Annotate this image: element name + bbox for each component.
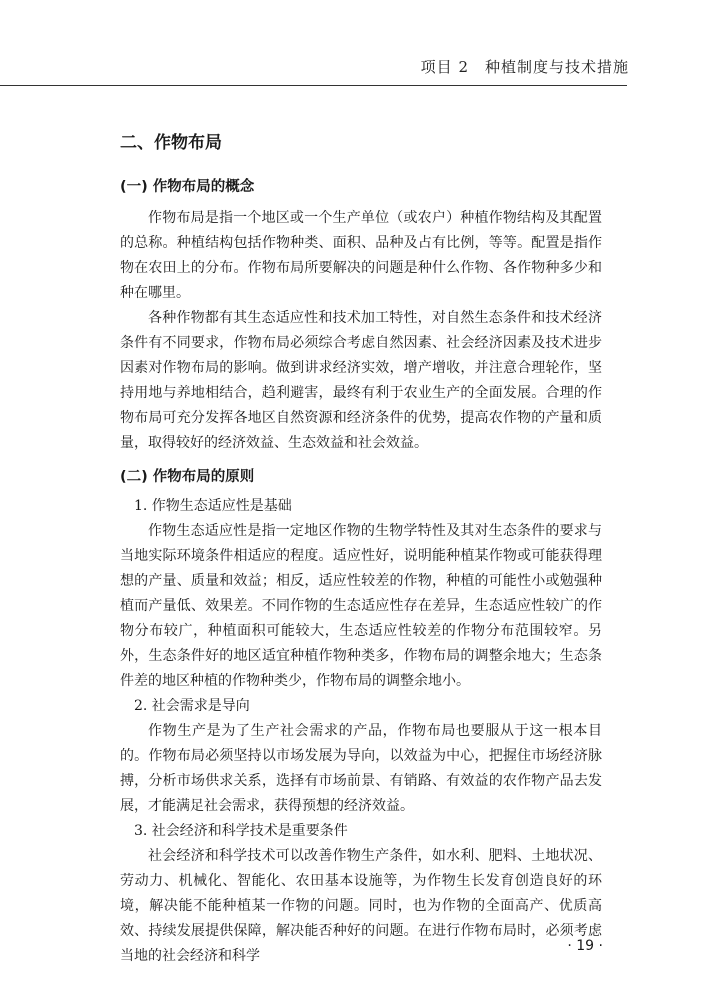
subsection-title-principles: (二) 作物布局的原则 xyxy=(120,469,255,485)
paragraph: 各种作物都有其生态适应性和技术加工特性，对自然生态条件和技术经济条件有不同要求，作物布局必须综合考虑自然因素、社会经济因素及技术进步因素对作物布局的影响。做到讲求经济实效，增产增收，并注意合理轮作，坚持用地与养地相结合，趋利避害，最终有利于农业生产的全面发展。合理的作物布局可充分发挥各地区自然资源和经济条件的优势，提高农作物的产量和质量，取得较好的经济效益、生态效益和社会效益。 xyxy=(120,310,602,451)
page-number: · 19 · xyxy=(567,938,603,954)
subsection-title-concept: (一) 作物布局的概念 xyxy=(120,179,255,195)
running-header: 项目 2 种植制度与技术措施 xyxy=(420,58,629,76)
principle-title: 3. 社会经济和科学技术是重要条件 xyxy=(134,823,348,839)
section-title: 二、作物布局 xyxy=(120,133,222,153)
principle-title: 2. 社会需求是导向 xyxy=(134,698,250,714)
paragraph: 作物布局是指一个地区或一个生产单位（或农户）种植作物结构及其配置的总称。种植结构包括作物种类、面积、品种及占有比例，等等。配置是指作物在农田上的分布。作物布局所要解决的问题是种什么作物、各作物种多少和种在哪里。 xyxy=(120,210,602,301)
header-rule xyxy=(0,85,627,86)
paragraph: 作物生态适应性是指一定地区作物的生物学特性及其对生态条件的要求与当地实际环境条件相适应的程度。适应性好，说明能种植某作物或可能获得理想的产量、质量和效益；相反，适应性较差的作物，种植的可能性小或勉强种植而产量低、效果差。不同作物的生态适应性存在差异，生态适应性较广的作物分布较广，种植面积可能较大，生态适应性较差的作物分布范围较窄。另外，生态条件好的地区适宜种植作物种类多，作物布局的调整余地大；生态条件差的地区种植的作物种类少，作物布局的调整余地小。 xyxy=(120,523,602,689)
principle-title: 1. 作物生态适应性是基础 xyxy=(134,498,292,514)
page-content xyxy=(120,128,602,969)
paragraph: 作物生产是为了生产社会需求的产品，作物布局也要服从于这一根本目的。作物布局必须坚持以市场发展为导向，以效益为中心，把握住市场经济脉搏，分析市场供求关系，选择有市场前景、有销路、有效益的农作物产品去发展，才能满足社会需求，获得预想的经济效益。 xyxy=(120,723,602,814)
paragraph: 社会经济和科学技术可以改善作物生产条件，如水利、肥料、土地状况、劳动力、机械化、智能化、农田基本设施等，为作物生长发育创造良好的环境，解决能不能种植某一作物的问题。同时，也为作物的全面高产、优质高效、持续发展提供保障，解决能否种好的问题。在进行作物布局时，必须考虑当地的社会经济和科学 xyxy=(120,848,602,964)
